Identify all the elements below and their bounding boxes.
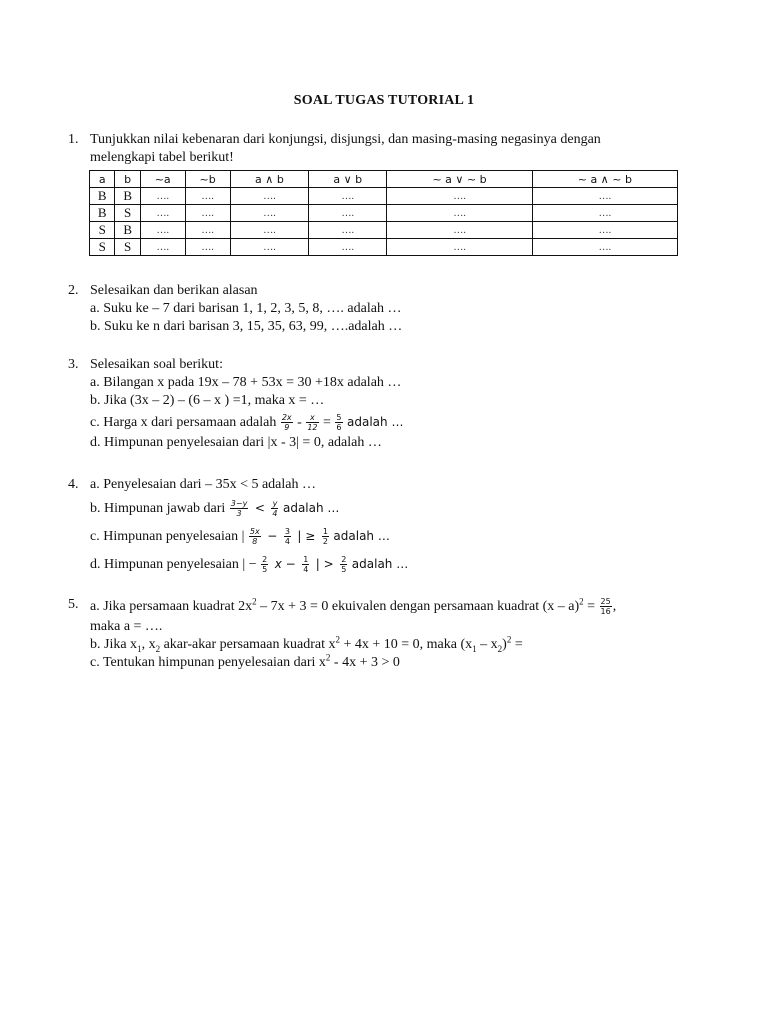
sub-question-text: adalah …	[351, 557, 409, 571]
exponent: 2	[506, 634, 512, 645]
truth-table	[89, 170, 678, 256]
sub-question-b: b. Jika (3x – 2) – (6 – x ) =1, maka x = …	[90, 393, 325, 408]
question-number: 1.	[68, 132, 79, 147]
question-3	[68, 356, 708, 452]
column-header: b	[115, 171, 140, 188]
question-2	[68, 282, 708, 336]
table-row	[90, 239, 678, 256]
table-cell: S	[90, 222, 115, 239]
numerator: 5x	[249, 527, 260, 537]
question-number: 3.	[68, 357, 79, 372]
page-title: SOAL TUGAS TUTORIAL 1	[293, 93, 475, 108]
sub-question-text: c. Tentukan himpunan penyelesaian dari x	[90, 655, 326, 670]
operator: =	[583, 599, 596, 614]
operator: =	[323, 415, 331, 430]
numerator: y	[272, 499, 278, 509]
table-cell: ….	[185, 239, 230, 256]
numerator: 2x	[281, 413, 292, 423]
fraction	[306, 413, 318, 432]
table-cell: S	[115, 205, 140, 222]
table-cell: ….	[387, 222, 532, 239]
sub-question-text: b. Jika x	[90, 637, 138, 652]
table-cell: ….	[230, 205, 308, 222]
denominator: 8	[252, 537, 258, 547]
sub-question-a: a. Bilangan x pada 19x – 78 + 53x = 30 +18x adalah …	[90, 375, 402, 390]
question-text: Tunjukkan nilai kebenaran dari konjungsi, disjungsi, dan masing-masing negasinya dengan	[90, 132, 601, 147]
fraction	[281, 413, 293, 432]
numerator: 5	[336, 413, 342, 423]
column-header: a	[90, 171, 115, 188]
denominator: 4	[303, 565, 309, 575]
table-cell: ….	[532, 239, 677, 256]
operator: x −	[274, 557, 296, 571]
table-cell: B	[115, 222, 140, 239]
sub-question-text: a. Suku ke – 7 dari barisan 1, 1, 2, 3, 5, 8, …. adalah …	[90, 301, 402, 316]
table-cell: ….	[387, 188, 532, 205]
sub-question-b	[90, 496, 708, 520]
fraction	[271, 499, 278, 518]
subscript: 2	[497, 643, 503, 654]
sub-question-text: adalah …	[282, 501, 340, 515]
operator: | ≥	[297, 529, 316, 543]
sub-question-b	[90, 636, 708, 654]
question-text: melengkapi tabel berikut!	[90, 150, 234, 165]
numerator: 25	[600, 597, 611, 607]
table-cell: ….	[140, 222, 185, 239]
operator: | >	[315, 557, 334, 571]
sub-question-text: c. Himpunan penyelesaian |	[90, 529, 245, 544]
sub-question-text: c. Harga x dari persamaan adalah	[90, 415, 277, 430]
sub-question-text: – 7x + 3 = 0 ekuivalen dengan persamaan kuadrat (x – a)	[256, 599, 580, 614]
table-cell: ….	[532, 205, 677, 222]
sub-question-text: )	[502, 637, 507, 652]
operator: −	[267, 529, 278, 543]
question-4	[68, 476, 708, 576]
denominator: 12	[307, 423, 318, 433]
subscript: 1	[137, 643, 142, 654]
sub-question-text: – x	[476, 637, 498, 652]
sub-question-c	[90, 410, 708, 434]
numerator: 2	[262, 555, 268, 565]
denominator: 3	[236, 509, 242, 519]
question-number: 4.	[68, 477, 79, 492]
table-cell: S	[90, 239, 115, 256]
table-cell: ….	[309, 222, 387, 239]
sub-question-c	[90, 524, 708, 548]
numerator: x	[306, 413, 318, 423]
subscript: 1	[472, 643, 477, 654]
sub-question-text: - 4x + 3 > 0	[330, 655, 400, 670]
numerator: 1	[303, 555, 309, 565]
exponent: 2	[579, 596, 584, 607]
numerator: 3	[284, 527, 290, 537]
table-cell: S	[115, 239, 140, 256]
denominator: 6	[336, 423, 342, 433]
table-cell: ….	[185, 222, 230, 239]
table-row	[90, 188, 678, 205]
column-header: a ∨ b	[309, 171, 387, 188]
fraction	[302, 555, 309, 574]
numerator: 1	[322, 527, 328, 537]
column-header: ~ a ∧ ~ b	[532, 171, 677, 188]
fraction	[340, 555, 347, 574]
denominator: 2	[322, 537, 328, 547]
question-number: 2.	[68, 283, 79, 298]
table-cell: ….	[185, 188, 230, 205]
sub-question-text: , x	[141, 637, 156, 652]
sub-question-text: adalah …	[333, 529, 390, 543]
table-cell: ….	[387, 239, 532, 256]
table-cell: ….	[532, 222, 677, 239]
fraction	[600, 597, 612, 616]
fraction	[261, 555, 268, 574]
table-header-row	[90, 171, 678, 188]
table-row	[90, 222, 678, 239]
fraction	[284, 527, 291, 546]
denominator: 4	[284, 537, 290, 547]
operator: -	[297, 415, 302, 430]
fraction	[249, 527, 261, 546]
sub-question-text: =	[511, 637, 523, 652]
table-cell: ….	[230, 222, 308, 239]
sub-question-text: adalah …	[347, 415, 404, 429]
table-cell: ….	[185, 205, 230, 222]
table-cell: ….	[309, 205, 387, 222]
table-cell: B	[115, 188, 140, 205]
punctuation: ,	[612, 599, 617, 614]
fraction	[230, 499, 249, 518]
exponent: 2	[335, 634, 340, 645]
table-cell: B	[90, 188, 115, 205]
sub-question-text: a. Jika persamaan kuadrat 2x	[90, 599, 253, 614]
numerator: 2	[341, 555, 347, 565]
denominator: 9	[284, 423, 290, 433]
sub-question-text: d. Himpunan penyelesaian | −	[90, 557, 257, 572]
sub-question-a	[90, 300, 708, 318]
question-5	[68, 596, 708, 672]
table-cell: ….	[140, 188, 185, 205]
column-header: ~ a ∨ ~ b	[387, 171, 532, 188]
sub-question-c	[90, 654, 708, 672]
sub-question-text: b. Himpunan jawab dari	[90, 501, 226, 516]
exponent: 2	[325, 652, 331, 663]
table-cell: ….	[309, 239, 387, 256]
table-cell: ….	[140, 205, 185, 222]
sub-question-a	[90, 596, 708, 618]
column-header: a ∧ b	[230, 171, 308, 188]
denominator: 5	[262, 565, 268, 575]
column-header: ~a	[140, 171, 185, 188]
sub-question-text: b. Suku ke n dari barisan 3, 15, 35, 63, 99, ….adalah …	[90, 319, 403, 334]
question-1	[68, 131, 708, 167]
table-cell: ….	[230, 239, 308, 256]
table-cell: ….	[532, 188, 677, 205]
subscript: 2	[155, 643, 161, 654]
table-cell: ….	[309, 188, 387, 205]
denominator: 16	[600, 607, 611, 617]
table-cell: ….	[387, 205, 532, 222]
numerator: 3−y	[230, 499, 248, 509]
sub-question-d: d. Himpunan penyelesaian dari |x - 3| = 0, adalah …	[90, 435, 382, 450]
column-header: ~b	[185, 171, 230, 188]
sub-question-d	[90, 552, 708, 576]
table-row	[90, 205, 678, 222]
table-cell: ….	[230, 188, 308, 205]
operator: <	[254, 501, 265, 515]
fraction	[335, 413, 342, 432]
denominator: 5	[341, 565, 347, 575]
question-text: Selesaikan soal berikut:	[90, 357, 223, 372]
table-cell: ….	[140, 239, 185, 256]
sub-question-a-continued: maka a = ….	[90, 619, 163, 634]
sub-question-a: a. Penyelesaian dari – 35x < 5 adalah …	[90, 477, 316, 492]
question-text: Selesaikan dan berikan alasan	[90, 283, 258, 298]
fraction	[322, 527, 329, 546]
sub-question-text: akar-akar persamaan kuadrat x	[160, 637, 336, 652]
table-cell: B	[90, 205, 115, 222]
sub-question-text: + 4x + 10 = 0, maka (x	[339, 637, 473, 652]
question-number: 5.	[68, 597, 79, 612]
sub-question-b	[90, 318, 708, 336]
denominator: 4	[272, 509, 278, 519]
exponent: 2	[252, 596, 257, 607]
